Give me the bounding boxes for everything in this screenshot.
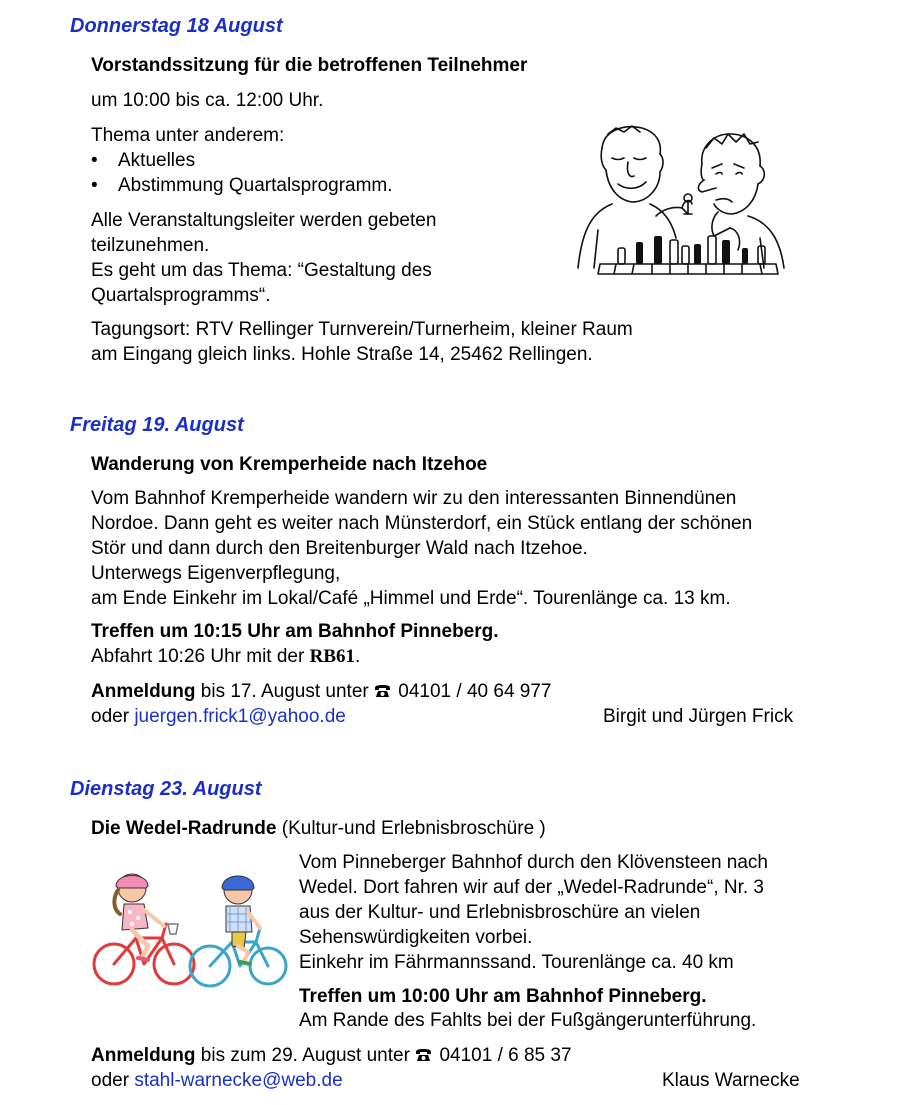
phone-icon <box>374 685 391 698</box>
section2-date: Freitag 19. August <box>70 414 244 436</box>
section2-departure: Abfahrt 10:26 Uhr mit der RB61. <box>91 646 361 667</box>
section3-title: Die Wedel-Radrunde (Kultur-und Erlebnisbroschüre ) <box>91 818 546 839</box>
train-line: RB61 <box>309 646 356 667</box>
bullet: • <box>91 150 98 171</box>
section1-title: Vorstandssitzung für die betroffenen Teilnehmer <box>91 55 528 76</box>
section2-meet: Treffen um 10:15 Uhr am Bahnhof Pinneberg. <box>91 621 499 642</box>
section3-registration: Anmeldung bis zum 29. August unter 04101 / 6 85 37 <box>91 1045 572 1066</box>
chess-players-illustration <box>572 118 790 286</box>
section3-meet: Treffen um 10:00 Uhr am Bahnhof Pinneberg. <box>299 986 707 1007</box>
section2-description: Vom Bahnhof Kremperheide wandern wir zu den interessanten Binnendünen Nordoe. Dann geht es weiter nach Münsterdorf, ein Stück entlang der schönen Stör und dann durch den Breitenburger Wald nach Itzehoe. Unterwegs Eigenverpflegung, am Ende Einkehr im Lokal/Café „Himmel und Erde“. Tourenlänge ca. 13 km. <box>91 488 753 609</box>
bullet: • <box>91 175 98 196</box>
section2-organizer: Birgit und Jürgen Frick <box>603 706 794 727</box>
section1-time: um 10:00 bis ca. 12:00 Uhr. <box>91 90 324 111</box>
section1-topics-intro: Thema unter anderem: <box>91 125 285 146</box>
section2-contact: oder juergen.frick1@yahoo.de <box>91 706 346 727</box>
email-link[interactable]: stahl-warnecke@web.de <box>134 1070 343 1091</box>
section2-registration: Anmeldung bis 17. August unter 04101 / 40 64 977 <box>91 681 552 702</box>
cyclists-illustration <box>92 866 288 992</box>
section3-description: Vom Pinneberger Bahnhof durch den Klövensteen nach Wedel. Dort fahren wir auf der „Wedel-Radrunde“, Nr. 3 aus der Kultur- und Erlebnisbroschüre an vielen Sehenswürdigkeiten vorbei. Einkehr im Fährmannssand. Tourenlänge ca. 40 km <box>299 852 768 973</box>
section3-organizer: Klaus Warnecke <box>662 1070 800 1091</box>
list-item: • Abstimmung Quartalsprogramm. <box>91 175 393 196</box>
section1-date: Donnerstag 18 August <box>70 15 283 37</box>
section1-location: Tagungsort: RTV Rellinger Turnverein/Turnerheim, kleiner Raum am Eingang gleich links. Hohle Straße 14, 25462 Rellingen. <box>91 319 633 365</box>
phone-icon <box>415 1049 432 1062</box>
section3-meet-detail: Am Rande des Fahlts bei der Fußgängerunterführung. <box>299 1010 757 1031</box>
section3-contact: oder stahl-warnecke@web.de <box>91 1070 343 1091</box>
section2-title: Wanderung von Kremperheide nach Itzehoe <box>91 454 488 475</box>
list-item: • Aktuelles <box>91 150 196 171</box>
email-link[interactable]: juergen.frick1@yahoo.de <box>134 706 346 727</box>
section1-paragraph: Alle Veranstaltungsleiter werden gebeten teilzunehmen. Es geht um das Thema: “Gestaltung des Quartalsprogramms“. <box>91 210 437 306</box>
section3-date: Dienstag 23. August <box>70 778 262 800</box>
